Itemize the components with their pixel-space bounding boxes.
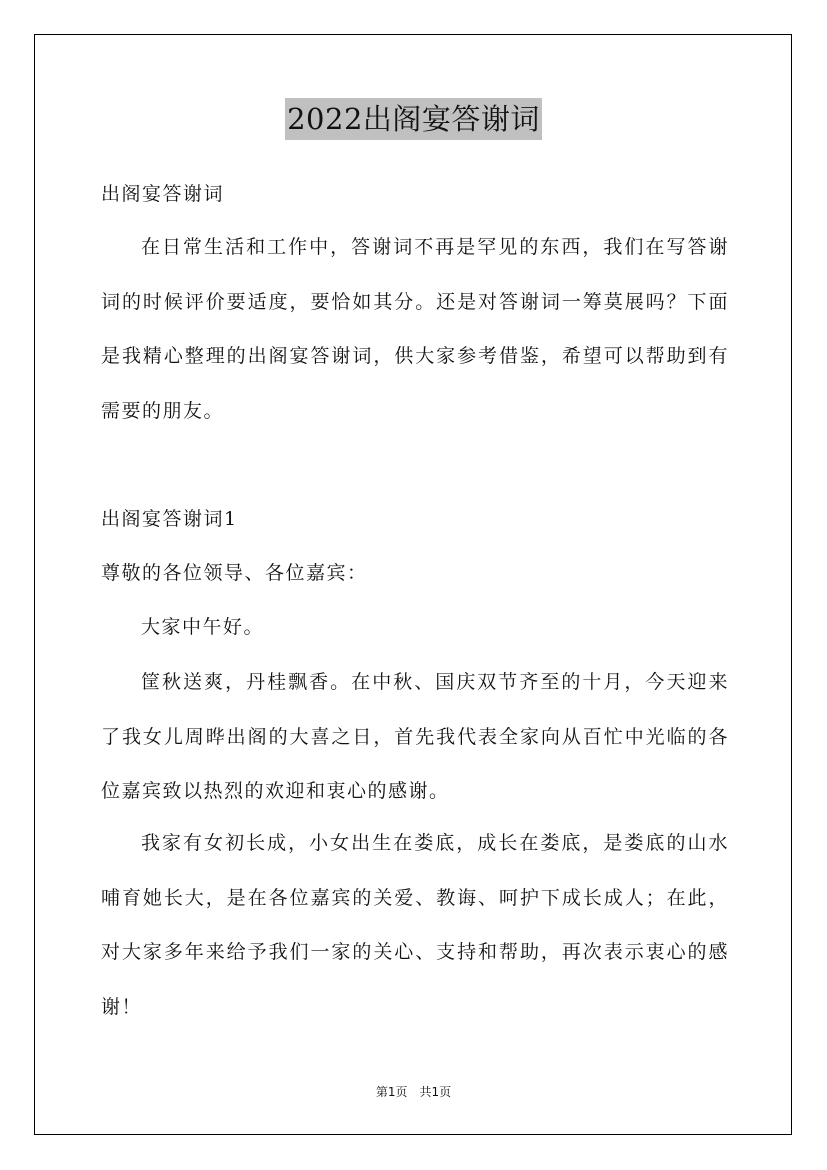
- greeting: 大家中午好。: [141, 616, 265, 638]
- body-paragraph-2: 我家有女初长成，小女出生在娄底，成长在娄底，是娄底的山水哺育她长大，是在各位嘉宾的关爱、教诲、呵护下成长成人；在此，对大家多年来给予我们一家的关心、支持和帮助，再次表示衷心的感谢！: [101, 832, 729, 1018]
- section-title: 出阁宴答谢词1: [101, 508, 238, 530]
- title-container: [0, 98, 827, 140]
- document-title: 2022出阁宴答谢词: [285, 98, 542, 140]
- body-paragraph-1: 筐秋送爽，丹桂飘香。在中秋、国庆双节齐至的十月，今天迎来了我女儿周晔出阁的大喜之日，首先我代表全家向从百忙中光临的各位嘉宾致以热烈的欢迎和衷心的感谢。: [101, 671, 729, 802]
- document-subtitle: 出阁宴答谢词: [101, 183, 225, 205]
- page-footer: 第1页 共1页: [375, 1085, 452, 1099]
- salutation: 尊敬的各位领导、各位嘉宾：: [101, 562, 368, 584]
- intro-paragraph: 在日常生活和工作中，答谢词不再是罕见的东西，我们在写答谢词的时候评价要适度，要恰如其分。还是对答谢词一筹莫展吗？下面是我精心整理的出阁宴答谢词，供大家参考借鉴，希望可以帮助到有需要的朋友。: [101, 236, 729, 422]
